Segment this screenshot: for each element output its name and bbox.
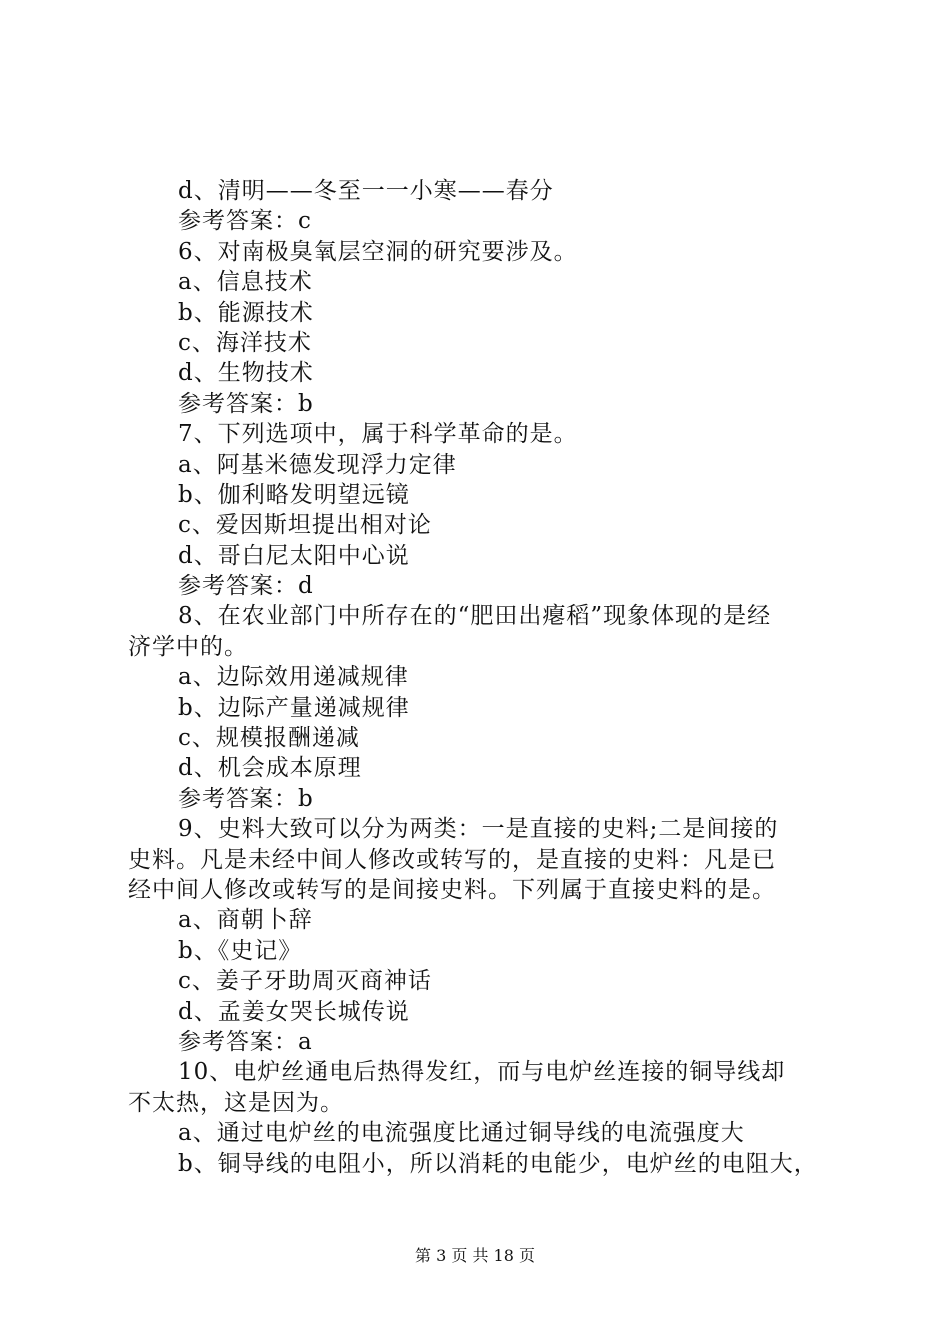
text-line: c、规模报酬递减 (178, 725, 360, 752)
document-body (128, 176, 838, 1179)
page-footer: 第 3 页 共 18 页 (415, 1246, 535, 1265)
text-line: 参考答案：d (178, 573, 314, 600)
text-line: 10、电炉丝通电后热得发红，而与电炉丝连接的铜导线却 (178, 1059, 786, 1086)
text-line: 参考答案：b (178, 785, 314, 812)
text-line: d、生物技术 (178, 360, 314, 387)
text-line: 经中间人修改或转写的是间接史料。下列属于直接史料的是。 (128, 876, 776, 903)
text-line: 8、在农业部门中所存在的“肥田出瘪稻”现象体现的是经 (178, 603, 772, 630)
text-line: 7、下列选项中，属于科学革命的是。 (178, 421, 578, 448)
text-line: c、爱因斯坦提出相对论 (178, 512, 432, 539)
text-line: 6、对南极臭氧层空洞的研究要涉及。 (178, 238, 578, 265)
text-line: b、边际产量递减规律 (178, 694, 410, 721)
text-line: a、信息技术 (178, 269, 313, 296)
text-line: b、铜导线的电阻小，所以消耗的电能少，电炉丝的电阻大， (178, 1150, 818, 1177)
text-line: b、《史记》 (178, 937, 303, 964)
text-line: 9、史料大致可以分为两类：一是直接的史料;二是间接的 (178, 816, 779, 843)
text-line: c、海洋技术 (178, 329, 312, 356)
text-line: d、机会成本原理 (178, 755, 362, 782)
text-line: b、能源技术 (178, 299, 314, 326)
text-line: 参考答案：a (178, 1028, 313, 1055)
text-line: 参考答案：b (178, 390, 314, 417)
text-line: 济学中的。 (128, 633, 248, 660)
text-line: a、通过电炉丝的电流强度比通过铜导线的电流强度大 (178, 1120, 745, 1147)
text-line: 不太热，这是因为。 (128, 1089, 344, 1116)
text-line: d、清明——冬至一一小寒——春分 (178, 178, 554, 204)
text-line: d、哥白尼太阳中心说 (178, 542, 410, 569)
text-line: a、商朝卜辞 (178, 907, 313, 934)
text-line: 参考答案：c (178, 208, 312, 235)
text-line: c、姜子牙助周灭商神话 (178, 968, 432, 995)
text-line: d、孟姜女哭长城传说 (178, 998, 410, 1025)
text-line: b、伽利略发明望远镜 (178, 481, 410, 508)
text-line: 史料。凡是未经中间人修改或转写的，是直接的史料：凡是已 (128, 846, 776, 873)
text-line: a、边际效用递减规律 (178, 664, 409, 691)
text-line: a、阿基米德发现浮力定律 (178, 451, 457, 478)
